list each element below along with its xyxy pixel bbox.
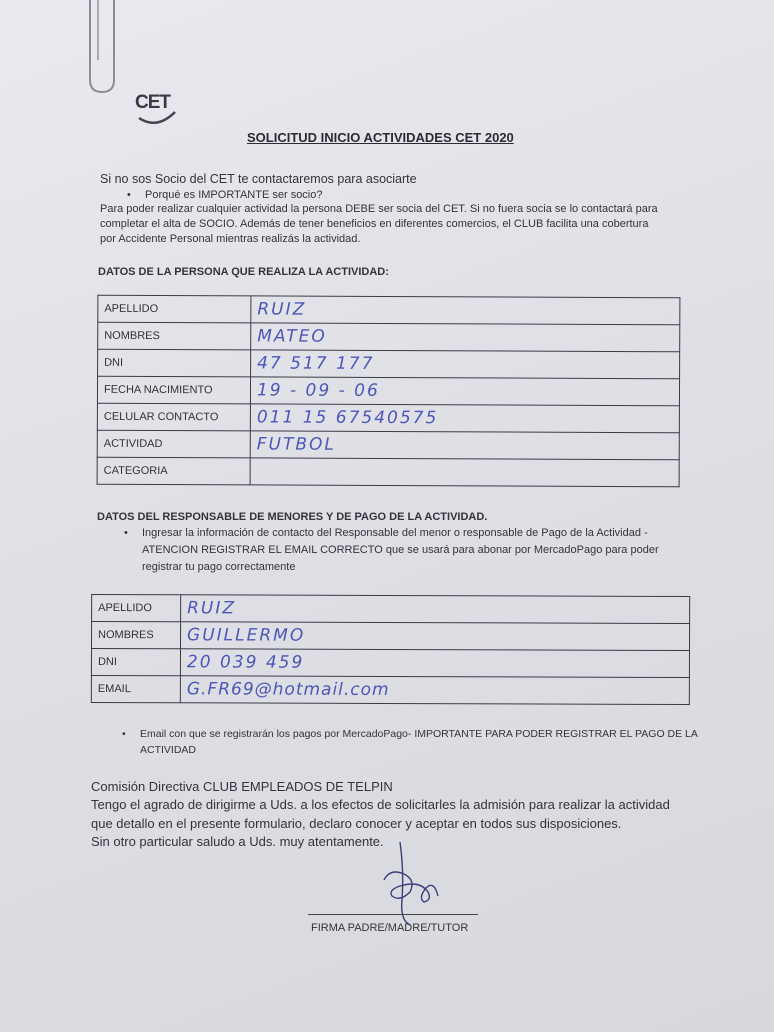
closing-line: Tengo el agrado de dirigirme a Uds. a los efectos de solicitarles la admisión para realizar la actividad xyxy=(91,797,670,812)
table-row xyxy=(98,349,680,379)
field-label: CELULAR CONTACTO xyxy=(97,403,250,431)
closing-line: Sin otro particular saludo a Uds. muy atentamente. xyxy=(91,834,384,849)
closing-line: que detallo en el presente formulario, declaro conocer y aceptar en todos sus disposiciones. xyxy=(91,816,622,831)
field-label: DNI xyxy=(98,349,251,377)
field-label: NOMBRES xyxy=(98,322,251,350)
guardian-email-field[interactable]: G.FR69@hotmail.com xyxy=(180,676,689,705)
field-label: CATEGORIA xyxy=(97,457,250,485)
surname-field[interactable]: RUIZ xyxy=(251,296,680,325)
names-field[interactable]: MATEO xyxy=(251,323,680,352)
table-row xyxy=(92,621,690,650)
guardian-surname-field[interactable]: RUIZ xyxy=(181,595,690,624)
logo-text: CET xyxy=(135,92,170,113)
table-row xyxy=(98,322,680,352)
phone-field[interactable]: 011 15 67540575 xyxy=(250,404,679,433)
guardian-table xyxy=(91,594,690,705)
field-label: EMAIL xyxy=(91,675,180,702)
email-note: • Email con que se registrarán los pagos por MercadoPago- IMPORTANTE PARA PODER REGISTRAR EL PAGO DE LA xyxy=(140,728,698,740)
dni-field[interactable]: 47 517 177 xyxy=(251,350,680,379)
guardian-dni-field[interactable]: 20 039 459 xyxy=(180,649,689,678)
section2-bullet: • Ingresar la información de contacto del Responsable del menor o responsable de Pago de la Actividad - xyxy=(142,527,648,539)
field-label: NOMBRES xyxy=(92,621,181,648)
intro-paragraph-line: Para poder realizar cualquier actividad la persona DEBE ser socia del CET. Si no fuera socia se lo contactará para xyxy=(100,203,658,215)
intro-paragraph-line: completar el alta de SOCIO. Además de tener beneficios en diferentes comercios, el CLUB facilita una cobertura xyxy=(100,218,649,230)
signature-label: FIRMA PADRE/MADRE/TUTOR xyxy=(311,922,469,934)
field-label: APELLIDO xyxy=(92,594,181,621)
email-note-line: ACTIVIDAD xyxy=(140,744,197,756)
table-row xyxy=(92,594,690,623)
table-row xyxy=(91,648,689,677)
field-label: ACTIVIDAD xyxy=(97,430,250,458)
table-row xyxy=(98,295,680,325)
intro-paragraph-line: por Accidente Personal mientras realizás la actividad. xyxy=(100,233,361,245)
signature-icon xyxy=(370,840,470,930)
field-label: APELLIDO xyxy=(98,295,251,323)
field-label: DNI xyxy=(91,648,180,675)
intro-bullet: • Porqué es IMPORTANTE ser socio? xyxy=(145,189,323,201)
table-row xyxy=(97,457,679,487)
table-row xyxy=(97,403,679,433)
closing-line: Comisión Directiva CLUB EMPLEADOS DE TELPIN xyxy=(91,779,393,794)
intro-line: Si no sos Socio del CET te contactaremos para asociarte xyxy=(100,172,417,186)
section2-heading: DATOS DEL RESPONSABLE DE MENORES Y DE PAGO DE LA ACTIVIDAD. xyxy=(97,511,488,523)
page-title: SOLICITUD INICIO ACTIVIDADES CET 2020 xyxy=(247,130,514,145)
table-row xyxy=(97,376,679,406)
section2-bullet-line: ATENCION REGISTRAR EL EMAIL CORRECTO que se usará para abonar por MercadoPago para poder xyxy=(142,544,659,556)
signature-line xyxy=(308,914,478,915)
field-label: FECHA NACIMIENTO xyxy=(97,376,250,404)
cet-logo xyxy=(135,90,179,124)
section2-bullet-line: registrar tu pago correctamente xyxy=(142,561,296,573)
person-table xyxy=(97,295,681,488)
table-row xyxy=(97,430,679,460)
birthdate-field[interactable]: 19 - 09 - 06 xyxy=(250,377,679,406)
activity-field[interactable]: FUTBOL xyxy=(250,431,679,460)
category-field[interactable] xyxy=(250,458,679,487)
paperclip-icon xyxy=(80,0,130,95)
table-row xyxy=(91,675,689,704)
guardian-names-field[interactable]: GUILLERMO xyxy=(181,622,690,651)
section1-heading: DATOS DE LA PERSONA QUE REALIZA LA ACTIVIDAD: xyxy=(98,266,389,278)
